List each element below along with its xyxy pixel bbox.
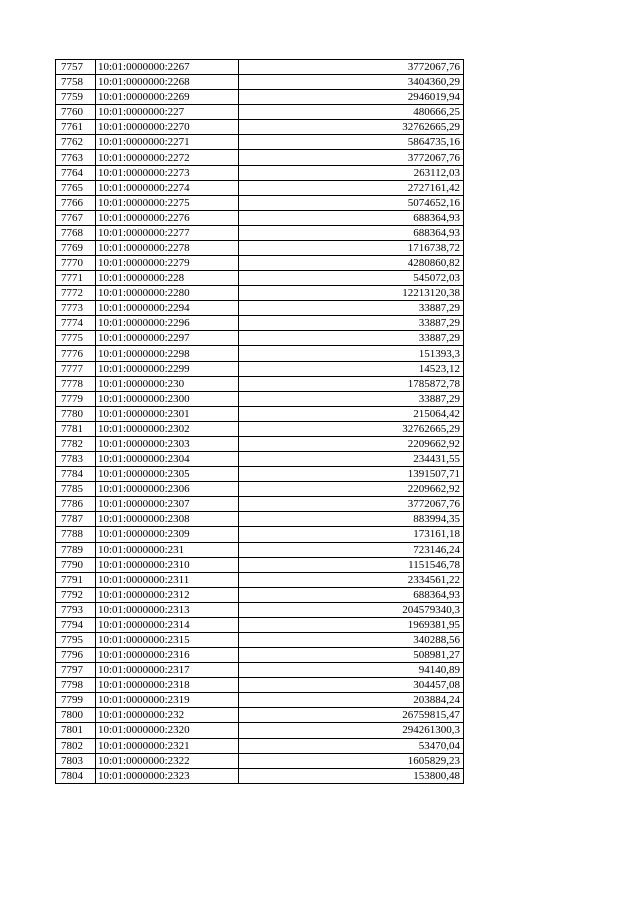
cadastral-number-cell: 10:01:0000000:2270 <box>96 120 239 135</box>
value-cell: 2334561,22 <box>239 572 464 587</box>
row-number-cell: 7803 <box>56 753 96 768</box>
cadastral-number-cell: 10:01:0000000:2322 <box>96 753 239 768</box>
row-number-cell: 7786 <box>56 497 96 512</box>
value-cell: 3404360,29 <box>239 75 464 90</box>
row-number-cell: 7771 <box>56 271 96 286</box>
value-cell: 4280860,82 <box>239 256 464 271</box>
row-number-cell: 7793 <box>56 602 96 617</box>
table-row <box>56 602 464 617</box>
cadastral-number-cell: 10:01:0000000:2316 <box>96 648 239 663</box>
value-cell: 304457,08 <box>239 678 464 693</box>
value-cell: 5864735,16 <box>239 135 464 150</box>
table-row <box>56 693 464 708</box>
row-number-cell: 7757 <box>56 60 96 75</box>
row-number-cell: 7804 <box>56 768 96 783</box>
value-cell: 33887,29 <box>239 331 464 346</box>
table-row <box>56 632 464 647</box>
cadastral-number-cell: 10:01:0000000:2277 <box>96 225 239 240</box>
cadastral-number-cell: 10:01:0000000:227 <box>96 105 239 120</box>
row-number-cell: 7796 <box>56 648 96 663</box>
value-cell: 33887,29 <box>239 301 464 316</box>
row-number-cell: 7787 <box>56 512 96 527</box>
cadastral-number-cell: 10:01:0000000:2317 <box>96 663 239 678</box>
row-number-cell: 7772 <box>56 286 96 301</box>
value-cell: 153800,48 <box>239 768 464 783</box>
row-number-cell: 7760 <box>56 105 96 120</box>
row-number-cell: 7769 <box>56 240 96 255</box>
table-row <box>56 648 464 663</box>
row-number-cell: 7766 <box>56 195 96 210</box>
row-number-cell: 7782 <box>56 436 96 451</box>
cadastral-number-cell: 10:01:0000000:2320 <box>96 723 239 738</box>
table-row <box>56 723 464 738</box>
row-number-cell: 7764 <box>56 165 96 180</box>
value-cell: 204579340,3 <box>239 602 464 617</box>
cadastral-number-cell: 10:01:0000000:2271 <box>96 135 239 150</box>
table-row <box>56 346 464 361</box>
row-number-cell: 7775 <box>56 331 96 346</box>
cadastral-number-cell: 10:01:0000000:2273 <box>96 165 239 180</box>
table-body <box>56 60 464 784</box>
row-number-cell: 7779 <box>56 391 96 406</box>
table-row <box>56 391 464 406</box>
value-cell: 151393,3 <box>239 346 464 361</box>
row-number-cell: 7797 <box>56 663 96 678</box>
cadastral-number-cell: 10:01:0000000:2321 <box>96 738 239 753</box>
value-cell: 3772067,76 <box>239 150 464 165</box>
row-number-cell: 7765 <box>56 180 96 195</box>
table-row <box>56 286 464 301</box>
row-number-cell: 7773 <box>56 301 96 316</box>
row-number-cell: 7789 <box>56 542 96 557</box>
row-number-cell: 7758 <box>56 75 96 90</box>
cadastral-number-cell: 10:01:0000000:2306 <box>96 482 239 497</box>
table-row <box>56 557 464 572</box>
cadastral-number-cell: 10:01:0000000:2302 <box>96 421 239 436</box>
row-number-cell: 7780 <box>56 406 96 421</box>
value-cell: 263112,03 <box>239 165 464 180</box>
value-cell: 5074652,16 <box>239 195 464 210</box>
value-cell: 3772067,76 <box>239 497 464 512</box>
cadastral-number-cell: 10:01:0000000:2279 <box>96 256 239 271</box>
row-number-cell: 7788 <box>56 527 96 542</box>
row-number-cell: 7801 <box>56 723 96 738</box>
value-cell: 1716738,72 <box>239 240 464 255</box>
table-row <box>56 165 464 180</box>
cadastral-number-cell: 10:01:0000000:2301 <box>96 406 239 421</box>
cadastral-number-cell: 10:01:0000000:2311 <box>96 572 239 587</box>
value-cell: 234431,55 <box>239 452 464 467</box>
cadastral-number-cell: 10:01:0000000:2299 <box>96 361 239 376</box>
row-number-cell: 7770 <box>56 256 96 271</box>
value-cell: 33887,29 <box>239 316 464 331</box>
value-cell: 340288,56 <box>239 632 464 647</box>
row-number-cell: 7778 <box>56 376 96 391</box>
row-number-cell: 7792 <box>56 587 96 602</box>
table-row <box>56 225 464 240</box>
row-number-cell: 7777 <box>56 361 96 376</box>
value-cell: 1969381,95 <box>239 617 464 632</box>
value-cell: 33887,29 <box>239 391 464 406</box>
value-cell: 203884,24 <box>239 693 464 708</box>
cadastral-number-cell: 10:01:0000000:2303 <box>96 436 239 451</box>
value-cell: 1151546,78 <box>239 557 464 572</box>
table-row <box>56 376 464 391</box>
value-cell: 53470,04 <box>239 738 464 753</box>
cadastral-number-cell: 10:01:0000000:230 <box>96 376 239 391</box>
table-row <box>56 678 464 693</box>
table-row <box>56 331 464 346</box>
value-cell: 688364,93 <box>239 225 464 240</box>
table-row <box>56 542 464 557</box>
table-row <box>56 482 464 497</box>
table-row <box>56 708 464 723</box>
value-cell: 26759815,47 <box>239 708 464 723</box>
row-number-cell: 7802 <box>56 738 96 753</box>
cadastral-number-cell: 10:01:0000000:2274 <box>96 180 239 195</box>
table-row <box>56 361 464 376</box>
value-cell: 3772067,76 <box>239 60 464 75</box>
value-cell: 2727161,42 <box>239 180 464 195</box>
cadastral-number-cell: 10:01:0000000:2276 <box>96 210 239 225</box>
table-row <box>56 60 464 75</box>
row-number-cell: 7798 <box>56 678 96 693</box>
table-row <box>56 195 464 210</box>
table-row <box>56 527 464 542</box>
table-row <box>56 105 464 120</box>
cadastral-number-cell: 10:01:0000000:2305 <box>96 467 239 482</box>
table-row <box>56 436 464 451</box>
value-cell: 173161,18 <box>239 527 464 542</box>
value-cell: 2209662,92 <box>239 482 464 497</box>
value-cell: 14523,12 <box>239 361 464 376</box>
cadastral-number-cell: 10:01:0000000:2308 <box>96 512 239 527</box>
row-number-cell: 7800 <box>56 708 96 723</box>
value-cell: 215064,42 <box>239 406 464 421</box>
cadastral-number-cell: 10:01:0000000:2314 <box>96 617 239 632</box>
cadastral-number-cell: 10:01:0000000:2267 <box>96 60 239 75</box>
value-cell: 545072,03 <box>239 271 464 286</box>
table-row <box>56 256 464 271</box>
value-cell: 1785872,78 <box>239 376 464 391</box>
table-row <box>56 316 464 331</box>
row-number-cell: 7799 <box>56 693 96 708</box>
table-row <box>56 572 464 587</box>
cadastral-number-cell: 10:01:0000000:2304 <box>96 452 239 467</box>
row-number-cell: 7776 <box>56 346 96 361</box>
row-number-cell: 7759 <box>56 90 96 105</box>
value-cell: 12213120,38 <box>239 286 464 301</box>
row-number-cell: 7761 <box>56 120 96 135</box>
value-cell: 1391507,71 <box>239 467 464 482</box>
cadastral-number-cell: 10:01:0000000:2309 <box>96 527 239 542</box>
table-row <box>56 120 464 135</box>
row-number-cell: 7768 <box>56 225 96 240</box>
table-row <box>56 406 464 421</box>
cadastral-number-cell: 10:01:0000000:2280 <box>96 286 239 301</box>
cadastral-number-cell: 10:01:0000000:2310 <box>96 557 239 572</box>
value-cell: 688364,93 <box>239 587 464 602</box>
table-row <box>56 738 464 753</box>
cadastral-number-cell: 10:01:0000000:2268 <box>96 75 239 90</box>
row-number-cell: 7785 <box>56 482 96 497</box>
table-row <box>56 240 464 255</box>
table-row <box>56 75 464 90</box>
value-cell: 2946019,94 <box>239 90 464 105</box>
cadastral-number-cell: 10:01:0000000:2272 <box>96 150 239 165</box>
cadastral-number-cell: 10:01:0000000:2300 <box>96 391 239 406</box>
table-row <box>56 271 464 286</box>
table-row <box>56 467 464 482</box>
row-number-cell: 7783 <box>56 452 96 467</box>
value-cell: 723146,24 <box>239 542 464 557</box>
cadastral-number-cell: 10:01:0000000:231 <box>96 542 239 557</box>
table-row <box>56 90 464 105</box>
cadastral-number-cell: 10:01:0000000:2323 <box>96 768 239 783</box>
row-number-cell: 7791 <box>56 572 96 587</box>
table-row <box>56 663 464 678</box>
cadastral-number-cell: 10:01:0000000:2294 <box>96 301 239 316</box>
cadastral-number-cell: 10:01:0000000:2313 <box>96 602 239 617</box>
cadastral-number-cell: 10:01:0000000:2297 <box>96 331 239 346</box>
value-cell: 508981,27 <box>239 648 464 663</box>
table-row <box>56 617 464 632</box>
value-cell: 94140,89 <box>239 663 464 678</box>
value-cell: 1605829,23 <box>239 753 464 768</box>
table-row <box>56 180 464 195</box>
cadastral-number-cell: 10:01:0000000:2307 <box>96 497 239 512</box>
table-row <box>56 421 464 436</box>
row-number-cell: 7774 <box>56 316 96 331</box>
row-number-cell: 7762 <box>56 135 96 150</box>
table-row <box>56 301 464 316</box>
value-cell: 688364,93 <box>239 210 464 225</box>
cadastral-number-cell: 10:01:0000000:2296 <box>96 316 239 331</box>
row-number-cell: 7794 <box>56 617 96 632</box>
value-cell: 294261300,3 <box>239 723 464 738</box>
row-number-cell: 7784 <box>56 467 96 482</box>
cadastral-number-cell: 10:01:0000000:232 <box>96 708 239 723</box>
cadastral-number-cell: 10:01:0000000:2278 <box>96 240 239 255</box>
table-row <box>56 210 464 225</box>
value-cell: 2209662,92 <box>239 436 464 451</box>
row-number-cell: 7795 <box>56 632 96 647</box>
table-row <box>56 587 464 602</box>
table-row <box>56 512 464 527</box>
row-number-cell: 7763 <box>56 150 96 165</box>
row-number-cell: 7767 <box>56 210 96 225</box>
value-cell: 32762665,29 <box>239 421 464 436</box>
cadastral-number-cell: 10:01:0000000:2275 <box>96 195 239 210</box>
table-row <box>56 768 464 783</box>
cadastral-number-cell: 10:01:0000000:2318 <box>96 678 239 693</box>
table-row <box>56 753 464 768</box>
cadastral-number-cell: 10:01:0000000:2312 <box>96 587 239 602</box>
row-number-cell: 7790 <box>56 557 96 572</box>
table-row <box>56 150 464 165</box>
cadastral-number-cell: 10:01:0000000:2269 <box>96 90 239 105</box>
table-row <box>56 135 464 150</box>
row-number-cell: 7781 <box>56 421 96 436</box>
table-row <box>56 497 464 512</box>
value-cell: 32762665,29 <box>239 120 464 135</box>
value-cell: 883994,35 <box>239 512 464 527</box>
table-row <box>56 452 464 467</box>
value-cell: 480666,25 <box>239 105 464 120</box>
cadastral-number-cell: 10:01:0000000:2298 <box>96 346 239 361</box>
cadastral-number-cell: 10:01:0000000:2315 <box>96 632 239 647</box>
cadastral-number-cell: 10:01:0000000:228 <box>96 271 239 286</box>
cadastral-number-cell: 10:01:0000000:2319 <box>96 693 239 708</box>
cadastral-value-table <box>55 59 464 784</box>
